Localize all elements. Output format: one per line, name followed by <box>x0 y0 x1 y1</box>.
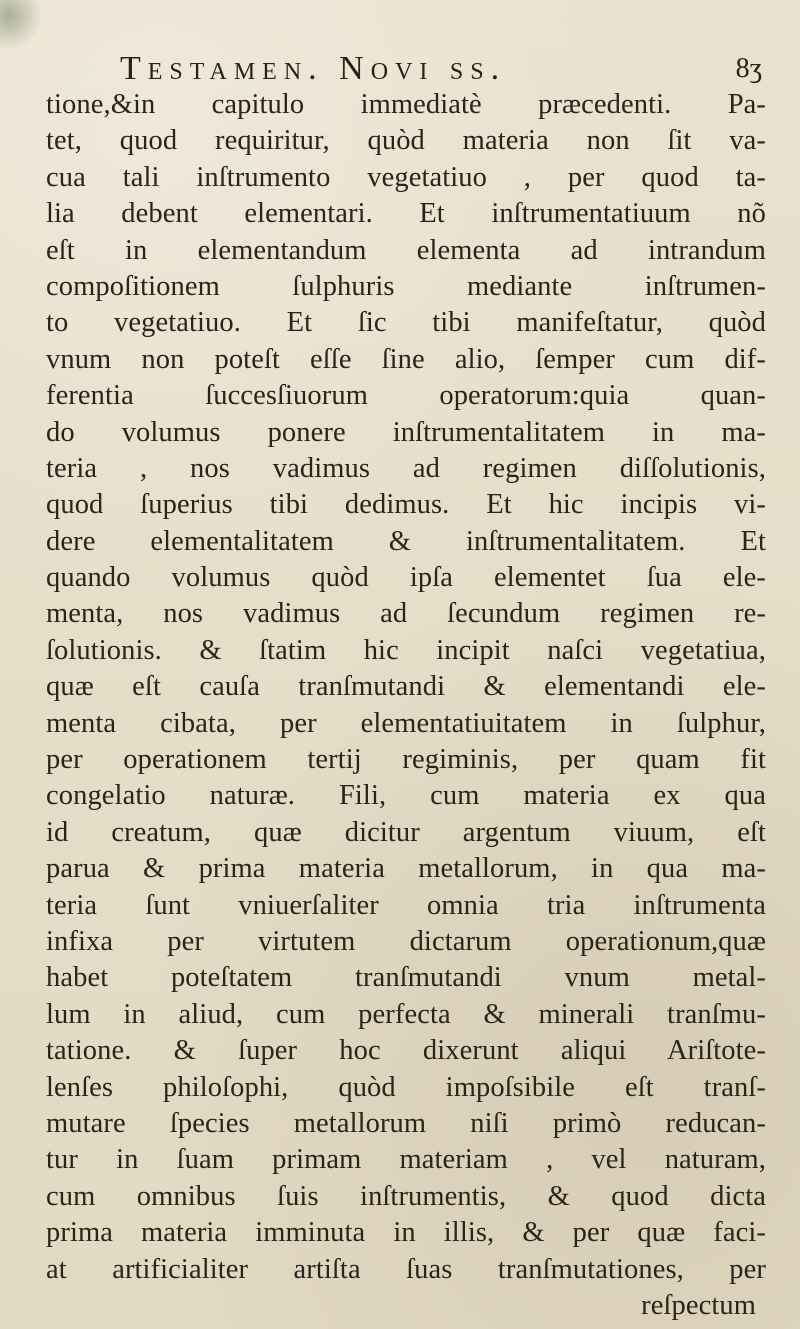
ink-stain <box>0 0 58 52</box>
text-line: cum omnibus ſuis inſtrumentis, & quod dicta <box>46 1180 766 1212</box>
text-line: quod ſuperius tibi dedimus. Et hic incipis vi- <box>46 489 766 521</box>
text-line: quando volumus quòd ipſa elementet ſua ele- <box>46 562 766 594</box>
text-line: quæ eſt cauſa tranſmutandi & elementandi ele- <box>46 671 766 703</box>
text-line: id creatum, quæ dicitur argentum viuum, eſt <box>46 816 766 848</box>
text-line: menta cibata, per elementatiuitatem in ſulphur, <box>46 707 766 739</box>
text-line: lenſes philoſophi, quòd impoſsibile eſt tranſ- <box>46 1071 766 1103</box>
text-line: infixa per virtutem dictarum operationum,quæ <box>46 925 766 957</box>
body-text <box>46 87 766 1324</box>
text-line: dere elementalitatem & inſtrumentalitatem. Et <box>46 525 766 557</box>
text-line: tatione. & ſuper hoc dixerunt aliqui Ariſtote- <box>46 1035 766 1067</box>
text-line: congelatio naturæ. Fili, cum materia ex qua <box>46 780 766 812</box>
text-line: teria ſunt vniuerſaliter omnia tria inſtrumenta <box>46 889 766 921</box>
text-line: prima materia imminuta in illis, & per quæ faci- <box>46 1217 766 1249</box>
text-line: lum in aliud, cum perfecta & minerali tranſmu- <box>46 998 766 1030</box>
text-line: teria , nos vadimus ad regimen diſſolutionis, <box>46 452 766 484</box>
text-line: ferentia ſuccesſiuorum operatorum:quia quan- <box>46 380 766 412</box>
text-line: cua tali inſtrumento vegetatiuo , per quod ta- <box>46 161 766 193</box>
text-line: parua & prima materia metallorum, in qua ma- <box>46 853 766 885</box>
page-header <box>0 46 800 92</box>
text-line: vnum non poteſt eſſe ſine alio, ſemper cum dif- <box>46 343 766 375</box>
text-line: tione,&in capitulo immediatè præcedenti. Pa- <box>46 89 766 120</box>
catchword: reſpectum <box>641 1289 756 1321</box>
text-line: eſt in elementandum elementa ad intrandum <box>46 234 766 266</box>
text-line: lia debent elementari. Et inſtrumentatiuum nõ <box>46 198 766 230</box>
text-line: at artificialiter artiſta ſuas tranſmutationes, per <box>46 1253 766 1285</box>
text-line: mutare ſpecies metallorum niſi primò reducan- <box>46 1107 766 1139</box>
text-line: habet poteſtatem tranſmutandi vnum metal- <box>46 962 766 994</box>
text-line: menta, nos vadimus ad ſecundum regimen re- <box>46 598 766 630</box>
running-title: Testamen. Novi ss. <box>120 50 507 87</box>
text-line: to vegetatiuo. Et ſic tibi manifeſtatur, quòd <box>46 307 766 339</box>
text-line: ſolutionis. & ſtatim hic incipit naſci vegetatiua, <box>46 634 766 666</box>
text-line: compoſitionem ſulphuris mediante inſtrumen- <box>46 270 766 302</box>
text-line: per operationem tertij regiminis, per quam fit <box>46 744 766 776</box>
text-line: tur in ſuam primam materiam , vel naturam, <box>46 1144 766 1176</box>
text-line: tet, quod requiritur, quòd materia non ſit va- <box>46 125 766 157</box>
text-line: do volumus ponere inſtrumentalitatem in ma- <box>46 416 766 448</box>
page-number: 8ʒ <box>735 53 762 84</box>
